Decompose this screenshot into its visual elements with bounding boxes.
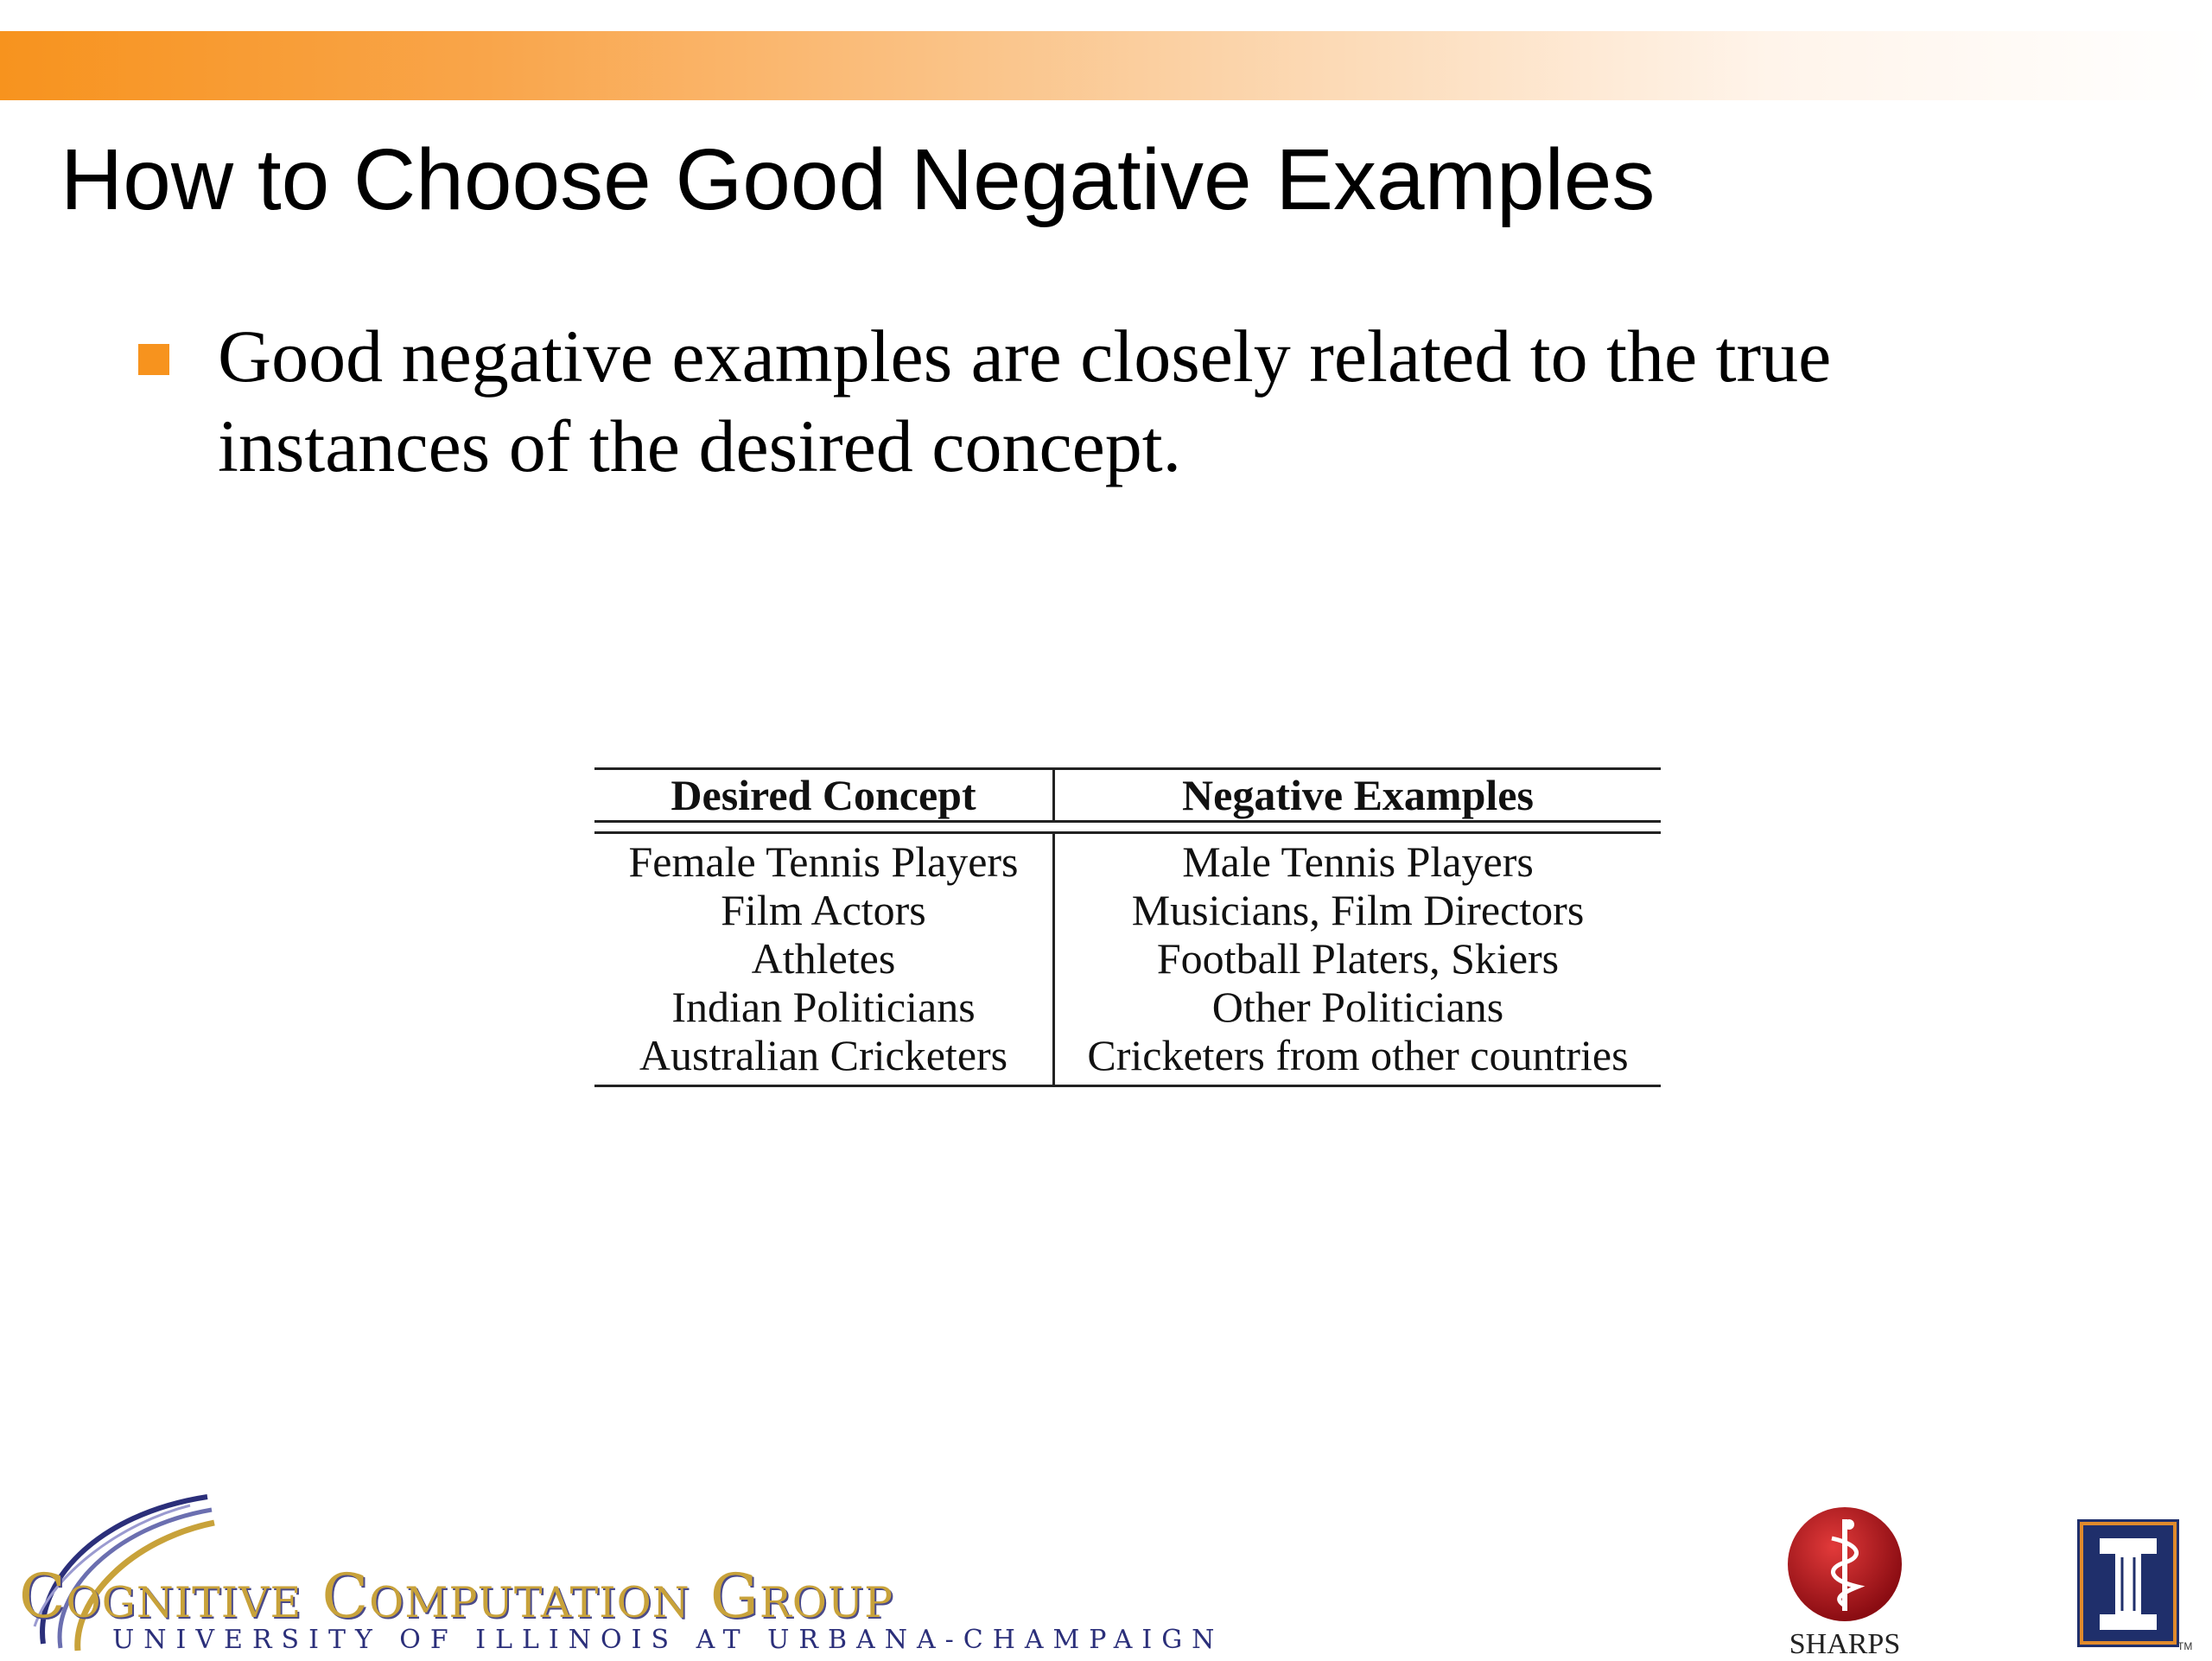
table-header-row xyxy=(594,767,1661,823)
concept-table xyxy=(594,767,1661,1087)
header-negative-examples: Negative Examples xyxy=(1182,771,1534,819)
header-desired-concept: Desired Concept xyxy=(594,770,1055,820)
table-cell: Other Politicians xyxy=(1211,983,1504,1031)
bullet-item xyxy=(138,311,2082,491)
table-cell: Australian Cricketers xyxy=(639,1031,1008,1079)
negative-examples-column xyxy=(1055,834,1661,1085)
square-bullet-icon xyxy=(138,344,169,375)
table-cell: Musicians, Film Directors xyxy=(1131,886,1585,934)
header-accent-bar xyxy=(0,31,2212,100)
slide-title: How to Choose Good Negative Examples xyxy=(60,131,1656,228)
sharps-logo xyxy=(1780,1504,1910,1659)
table-cell: Indian Politicians xyxy=(671,983,976,1031)
table-cell: Film Actors xyxy=(721,886,926,934)
ccg-university-name: UNIVERSITY OF ILLINOIS AT URBANA-CHAMPAIGN xyxy=(112,1625,1224,1655)
table-cell: Male Tennis Players xyxy=(1182,837,1534,886)
table-cell: Female Tennis Players xyxy=(628,837,1019,886)
table-body xyxy=(594,834,1661,1087)
caduceus-icon xyxy=(1780,1504,1910,1625)
desired-concept-column xyxy=(594,834,1055,1085)
trademark-mark: TM xyxy=(2177,1640,2193,1652)
bullet-text: Good negative examples are closely related to the true instances of the desired concept. xyxy=(218,315,1832,487)
table-cell: Football Platers, Skiers xyxy=(1156,934,1560,983)
sharps-label: SHARPS xyxy=(1789,1628,1901,1660)
table-cell: Athletes xyxy=(751,934,896,983)
ccg-logo xyxy=(9,1480,1224,1659)
table-cell: Cricketers from other countries xyxy=(1087,1031,1629,1079)
header-double-rule xyxy=(594,823,1661,834)
ccg-group-name: Cognitive Computation Group xyxy=(19,1561,894,1632)
illinois-i-icon xyxy=(2077,1519,2179,1647)
